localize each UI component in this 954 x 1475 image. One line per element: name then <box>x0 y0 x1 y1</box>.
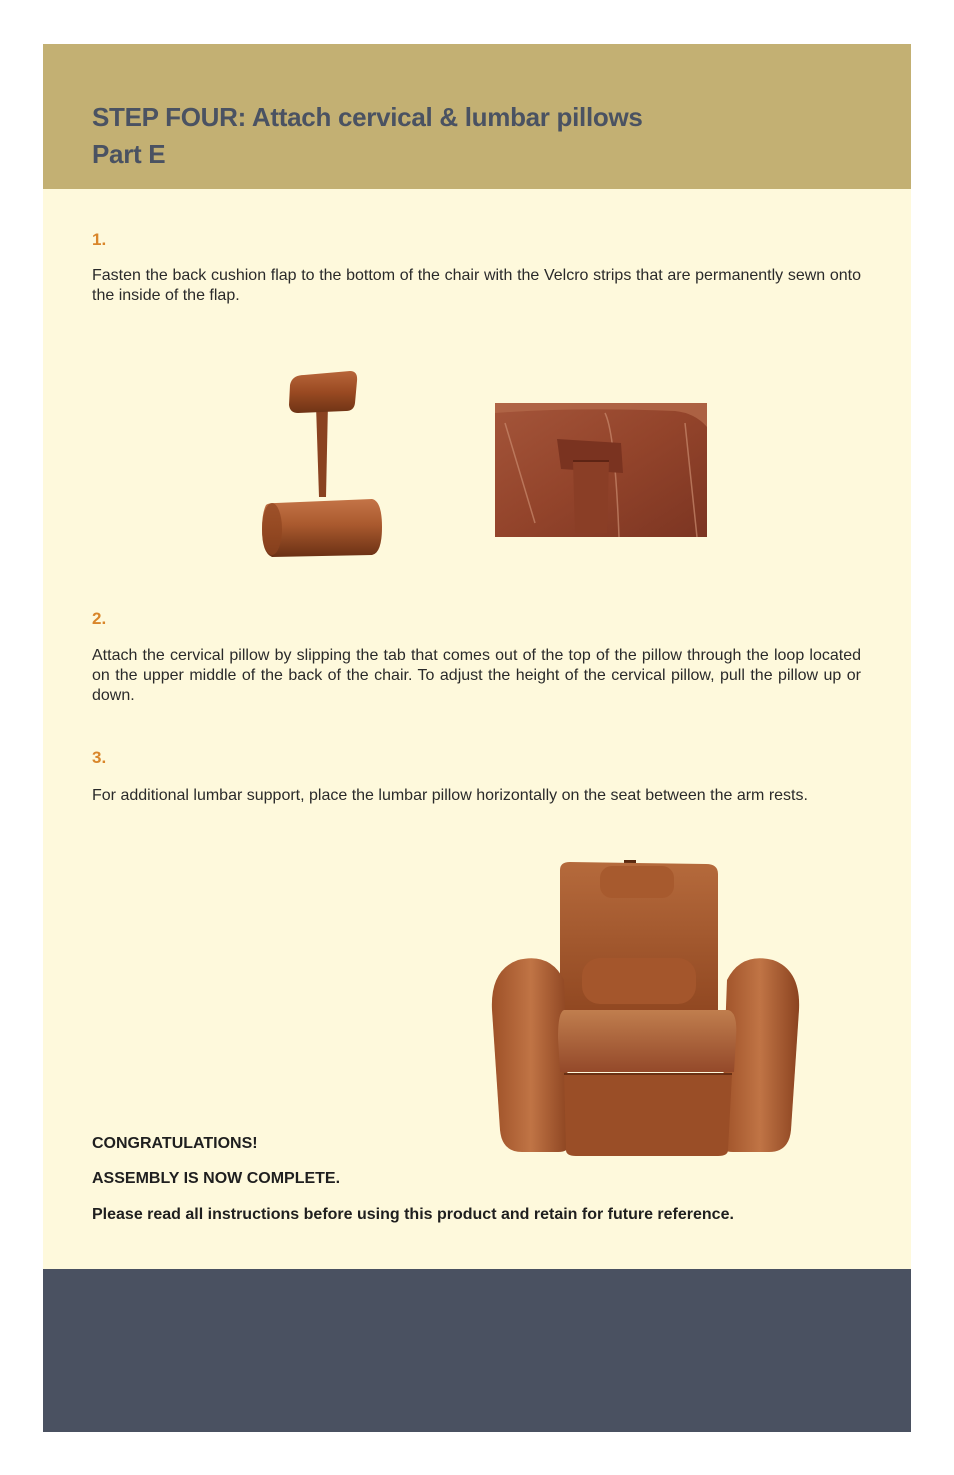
step-1-number: 1. <box>92 230 107 249</box>
chair-back-closeup-image <box>495 403 707 537</box>
page-title-line1: STEP FOUR: Attach cervical & lumbar pillows <box>92 102 643 132</box>
step-3-text: For additional lumbar support, place the lumbar pillow horizontally on the seat between the arm rests. <box>92 787 808 804</box>
congratulations-text: CONGRATULATIONS! <box>92 1135 258 1152</box>
step-2-text: Attach the cervical pillow by slipping the tab that comes out of the top of the pillow through the loop located on the upper middle of the back of the chair. To adjust the height of the cervical pillow, pull the pillow up or down. <box>92 647 861 704</box>
header-band <box>43 44 911 189</box>
instruction-page <box>43 44 911 1432</box>
footer-band <box>43 1269 911 1432</box>
assembly-complete-text: ASSEMBLY IS NOW COMPLETE. <box>92 1170 341 1187</box>
step-1-text: Fasten the back cushion flap to the bottom of the chair with the Velcro strips that are permanently sewn onto the inside of the flap. <box>92 267 861 304</box>
step-3-number: 3. <box>92 748 107 767</box>
page-title <box>92 99 643 173</box>
assembled-chair-image <box>488 860 803 1162</box>
step-2-number: 2. <box>92 609 107 628</box>
page-title-line2: Part E <box>92 139 166 169</box>
pillows-image <box>258 369 388 561</box>
read-instructions-note: Please read all instructions before using this product and retain for future reference. <box>92 1206 734 1223</box>
